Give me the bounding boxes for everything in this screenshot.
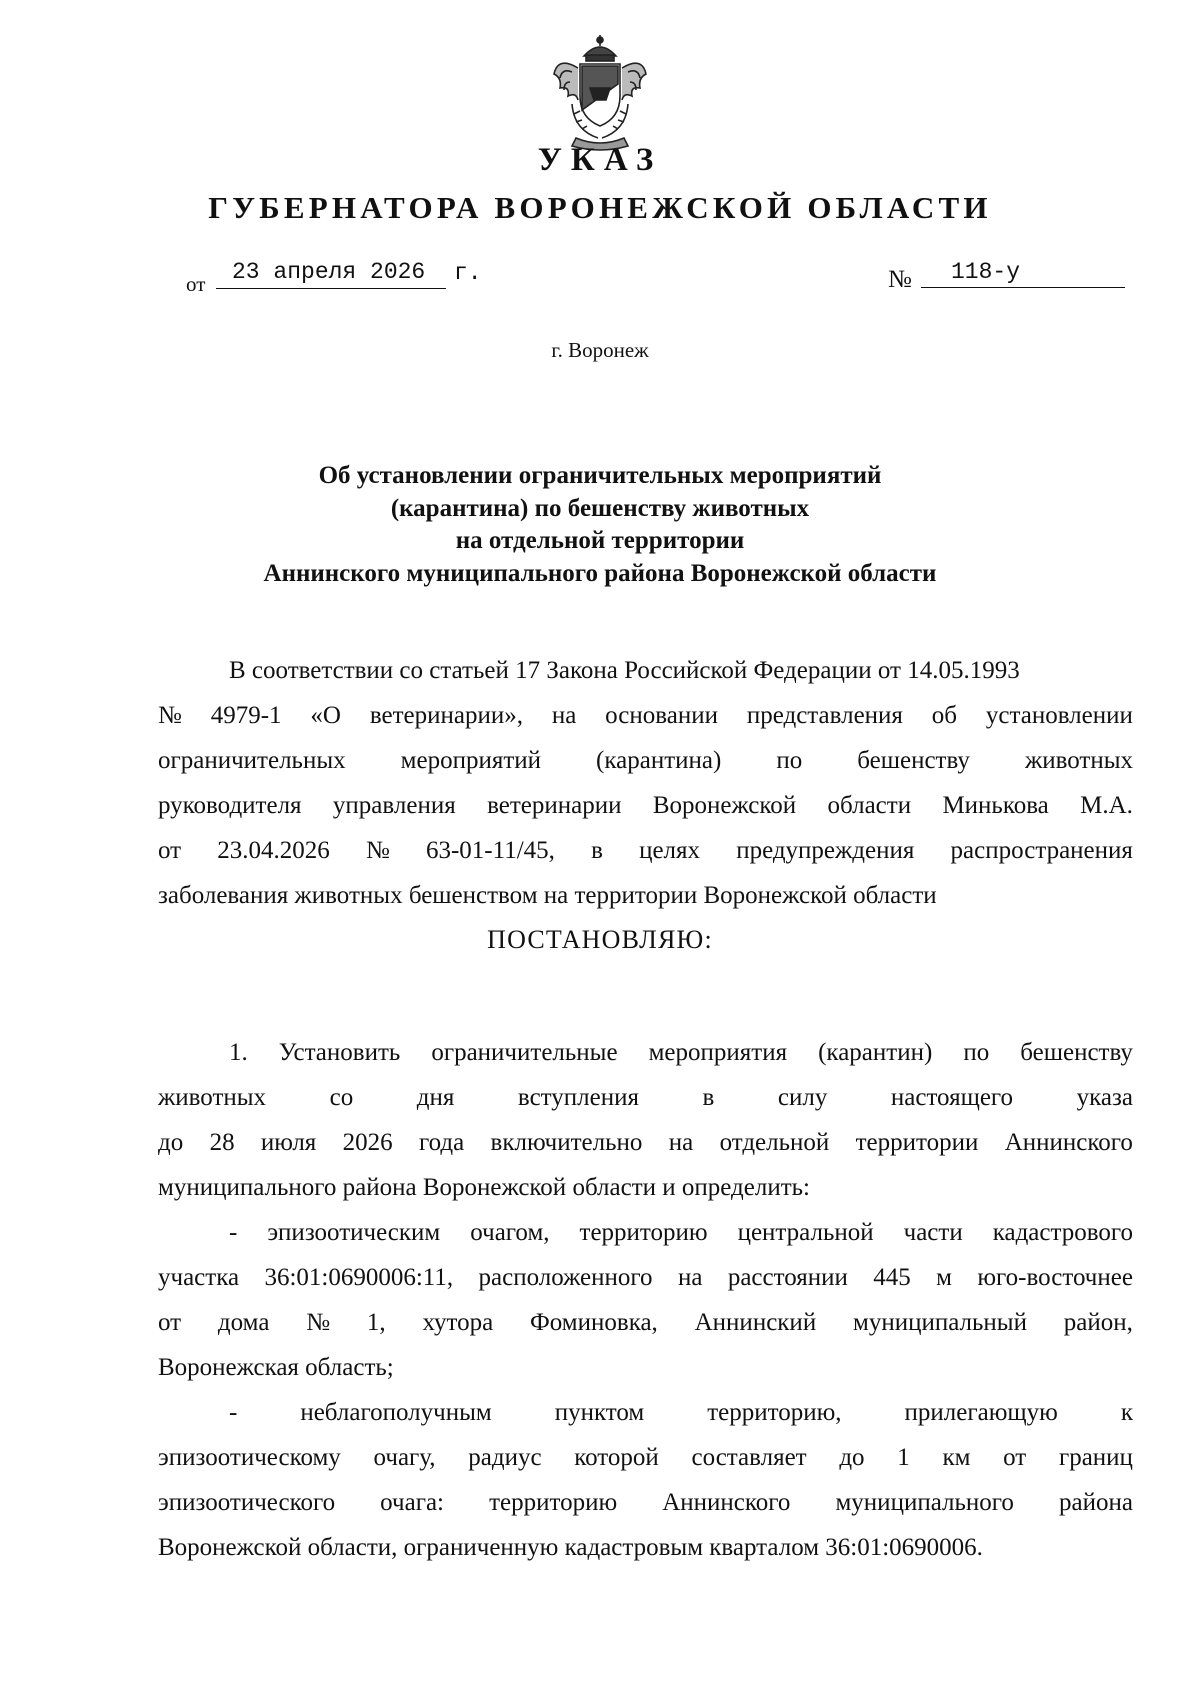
word: 63-01-11/45, [425, 837, 555, 864]
preamble-line [158, 828, 1133, 873]
zone-line [158, 1480, 1133, 1525]
word: силу [777, 1084, 828, 1111]
word: 1 [897, 1444, 910, 1471]
word: мероприятия [648, 1039, 788, 1066]
word: со [329, 1084, 354, 1111]
word: бешенству [1020, 1039, 1133, 1066]
word: прилегающую [904, 1399, 1058, 1426]
preamble-line [158, 738, 1133, 783]
word: в [702, 1084, 715, 1111]
word: район, [1063, 1309, 1133, 1336]
word: от [158, 1309, 182, 1336]
word: в [591, 837, 603, 864]
focus-line [158, 1255, 1133, 1300]
word: животных [1024, 747, 1133, 774]
title-line: (карантина) по бешенству животных [390, 494, 810, 522]
word: которой [574, 1444, 659, 1471]
word: от [1003, 1444, 1027, 1471]
title-line: Аннинского муниципального района Воронежской области [263, 559, 937, 587]
title-line: Об установлении ограничительных мероприятий [318, 462, 882, 489]
preamble-line [158, 693, 1133, 738]
word: до [839, 1444, 865, 1471]
clause-line [158, 1075, 1133, 1120]
word: 4979-1 [210, 702, 282, 729]
word: целях [639, 837, 701, 864]
word: № [306, 1309, 331, 1336]
word: об [931, 702, 958, 729]
word: муниципальный [853, 1309, 1027, 1336]
word: Аннинский [694, 1309, 817, 1336]
word: 2026 [342, 1129, 393, 1156]
word: включительно [490, 1129, 643, 1156]
word: расположенного [478, 1264, 653, 1291]
clause-line [158, 1120, 1133, 1165]
word: (карантина) [596, 747, 722, 774]
word: эпизоотического [158, 1489, 336, 1516]
word: ветеринарии [487, 792, 622, 819]
document-title [0, 460, 1200, 590]
word: настоящего [890, 1084, 1014, 1111]
word: ограничительных [158, 747, 346, 774]
word: участка [158, 1264, 240, 1291]
word: управления [332, 792, 456, 819]
word: юго-восточнее [977, 1264, 1133, 1291]
word: представления [746, 702, 903, 729]
word: вступления [517, 1084, 639, 1111]
word: № [158, 702, 182, 729]
word: ветеринарии», [369, 702, 523, 729]
word: М.А. [1080, 792, 1133, 819]
word: м [936, 1264, 952, 1291]
word: животных [158, 1084, 267, 1111]
word: очагу, [373, 1444, 436, 1471]
word: отдельной [719, 1129, 830, 1156]
word: Аннинского [1004, 1129, 1133, 1156]
word: предупреждения [736, 837, 915, 864]
city: г. Воронеж [551, 338, 649, 362]
decree-type-heading: УКАЗ [537, 142, 663, 178]
word: Аннинского [662, 1489, 791, 1516]
issuer-heading: ГУБЕРНАТОРА ВОРОНЕЖСКОЙ ОБЛАСТИ [208, 190, 992, 225]
word: составляет [691, 1444, 807, 1471]
word: радиус [468, 1444, 542, 1471]
word: области [827, 792, 912, 819]
word: - [229, 1219, 238, 1246]
title-line: на отдельной территории [455, 527, 745, 554]
word: «О [310, 702, 341, 729]
word: мероприятий [400, 747, 542, 774]
resolution-word: ПОСТАНОВЛЯЮ: [487, 925, 713, 954]
word: территорию, [707, 1399, 842, 1426]
word: - [229, 1399, 238, 1426]
word: до [158, 1129, 184, 1156]
word: территории [855, 1129, 979, 1156]
word: неблагополучным [300, 1399, 492, 1426]
word: по [776, 747, 803, 774]
clause-1 [158, 1030, 1133, 1570]
decree-number: 118-у [921, 258, 1125, 288]
word: Воронежской [652, 792, 797, 819]
word: года [418, 1129, 465, 1156]
word: дома [217, 1309, 270, 1336]
word: 28 [209, 1129, 235, 1156]
word: указа [1076, 1084, 1133, 1111]
word: установлении [985, 702, 1133, 729]
word: очагом, [470, 1219, 550, 1246]
word: на [677, 1264, 703, 1291]
word: руководителя [158, 792, 302, 819]
word: распространения [950, 837, 1133, 864]
focus-line [158, 1210, 1133, 1255]
word: части [903, 1219, 963, 1246]
focus-line [158, 1300, 1133, 1345]
word: границ [1058, 1444, 1133, 1471]
word: района [1058, 1489, 1133, 1516]
word: территорию [489, 1489, 618, 1516]
word: основании [605, 702, 718, 729]
voronezh-coat-of-arms-icon [546, 34, 654, 152]
word: центральной [737, 1219, 874, 1246]
word: хутора [422, 1309, 494, 1336]
word: эпизоотическому [158, 1444, 341, 1471]
word: 1. [229, 1039, 248, 1066]
word: июля [260, 1129, 317, 1156]
word: на [551, 702, 577, 729]
word: Установить [278, 1039, 401, 1066]
date-suffix: г. [454, 260, 482, 286]
number-prefix: № [888, 266, 912, 293]
word: очага: [380, 1489, 444, 1516]
date-prefix: от [186, 272, 206, 296]
word: эпизоотическим [267, 1219, 441, 1246]
preamble-line [158, 783, 1133, 828]
word: 445 [873, 1264, 911, 1291]
word: муниципального [835, 1489, 1014, 1516]
word: по [963, 1039, 990, 1066]
word: Фоминовка, [530, 1309, 658, 1336]
word: территорию [579, 1219, 708, 1246]
word: расстоянии [727, 1264, 848, 1291]
word: км [942, 1444, 971, 1471]
zone-line [158, 1390, 1133, 1435]
preamble-paragraph [158, 648, 1133, 918]
word: 36:01:0690006:11, [264, 1264, 454, 1291]
word: дня [416, 1084, 455, 1111]
clause-line: муниципального района Воронежской области и определить: [158, 1174, 810, 1201]
preamble-line: заболевания животных бешенством на территории Воронежской области [158, 882, 937, 909]
zone-line: Воронежской области, ограниченную кадастровым кварталом 36:01:0690006. [158, 1534, 983, 1561]
preamble-line: В соответствии со статьей 17 Закона Российской Федерации от 14.05.1993 [229, 657, 1020, 684]
word: 23.04.2026 [217, 837, 330, 864]
clause-line [158, 1030, 1133, 1075]
focus-line: Воронежская область; [158, 1354, 394, 1381]
word: Минькова [942, 792, 1049, 819]
word: бешенству [857, 747, 970, 774]
word: (карантин) [818, 1039, 933, 1066]
word: ограничительные [431, 1039, 618, 1066]
word: к [1120, 1399, 1133, 1426]
zone-line [158, 1435, 1133, 1480]
decree-date: 23 апреля 2026 [216, 258, 446, 289]
word: кадастрового [992, 1219, 1133, 1246]
date-number-row [186, 258, 1131, 298]
word: от [158, 837, 182, 864]
word: на [668, 1129, 694, 1156]
word: № [365, 837, 390, 864]
word: пунктом [554, 1399, 645, 1426]
word: 1, [366, 1309, 386, 1336]
